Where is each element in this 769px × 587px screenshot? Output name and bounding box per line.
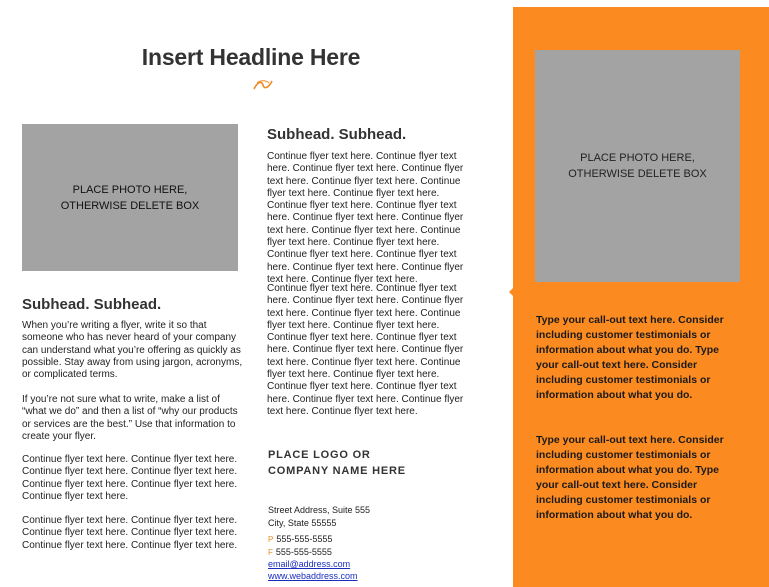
left-paragraph-2: If you’re not sure what to write, make a list of “what we do” and then a list of “why our products or services are the best.” Use that information to create your flyer. [22,394,238,442]
left-paragraph-1: When you’re writing a flyer, write it so that someone who has never heard of your company can understand what you’re offering as quickly as possible. Stay away from using jargon, acronyms, or complicated terms. [22,320,243,381]
left-paragraph-3: Continue flyer text here. Continue flyer text here. Continue flyer text here. Continue flyer text here. Continue flyer text here. Continue flyer text here. Continue flyer text here. [22,454,238,502]
photo-placeholder-right[interactable]: PLACE PHOTO HERE, OTHERWISE DELETE BOX [535,50,740,282]
fax-number: 555-555-5555 [275,547,332,557]
callout-text-2: Type your call-out text here. Consider including customer testimonials or information about what you do. Type your call-out text here. Consider including customer testimonials or information about what you do. [536,434,724,521]
middle-paragraph-1: Continue flyer text here. Continue flyer text here. Continue flyer text here. Continue flyer text here. Continue flyer text here. Continue flyer text here. Continue flyer text here. Continue flyer text here. Continue flyer text here. Continue flyer text here. Continue flyer text here. Continue flyer text here. Continue flyer text here. Continue flyer text here. Continue flyer text here. Continue flyer text here. Continue flyer text here. Continue flyer text here. Continue flyer text here. [267,151,464,285]
callout-text-1: Type your call-out text here. Consider including customer testimonials or information about what you do. Type your call-out text here. Consider including customer testimonials or information about what you do. [536,314,724,401]
phone-label: P [268,535,274,544]
website-link[interactable]: www.webaddress.com [268,571,358,581]
phone-row [268,533,332,547]
phone-number: 555-555-5555 [276,534,333,544]
swirl-ornament-icon [252,78,274,92]
photo-placeholder-left[interactable]: PLACE PHOTO HERE, OTHERWISE DELETE BOX [22,124,238,271]
logo-placeholder[interactable]: PLACE LOGO OR COMPANY NAME HERE [268,449,406,477]
left-subhead: Subhead. Subhead. [22,296,162,313]
address-line-2: City, State 55555 [268,518,337,528]
left-paragraph-4: Continue flyer text here. Continue flyer text here. Continue flyer text here. Continue flyer text here. Continue flyer text here. Continue flyer text here. [22,515,238,551]
middle-subhead: Subhead. Subhead. [267,126,407,143]
callout-panel-notch [509,287,514,297]
email-link[interactable]: email@address.com [268,559,351,569]
middle-paragraph-2: Continue flyer text here. Continue flyer text here. Continue flyer text here. Continue flyer text here. Continue flyer text here. Continue flyer text here. Continue flyer text here. Continue flyer text here. Continue flyer text here. Continue flyer text here. Continue flyer text here. Continue flyer text here. Continue flyer text here. Continue flyer text here. Continue flyer text here. Continue flyer text here. Continue flyer text here. Continue flyer text here. Continue flyer text here. [267,283,464,417]
fax-label: F [268,548,273,557]
address-line-1: Street Address, Suite 555 [268,505,371,515]
headline: Insert Headline Here [141,44,361,70]
